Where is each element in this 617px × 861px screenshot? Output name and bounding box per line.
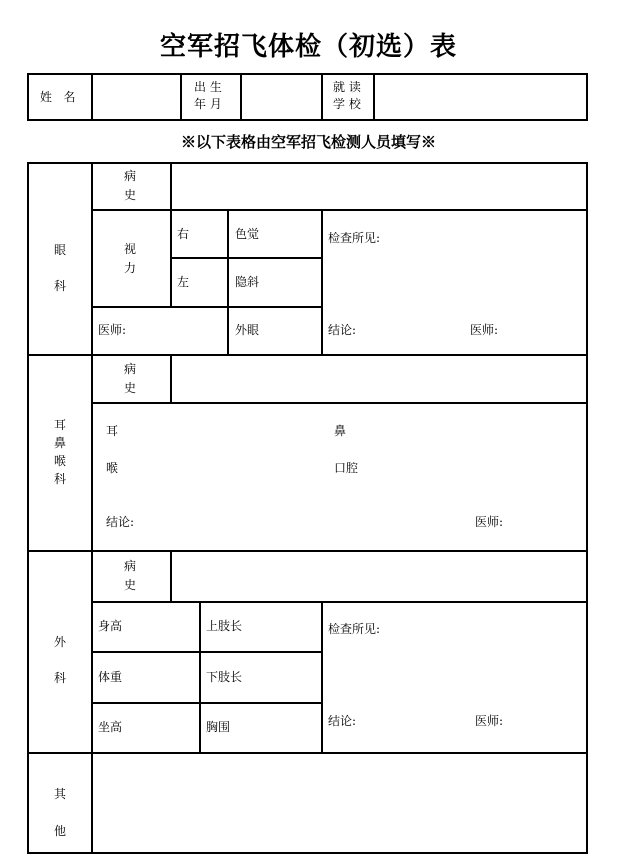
eye-conclusion-label: 结论: xyxy=(328,323,357,337)
subtitle: ※以下表格由空军招飞检测人员填写※ xyxy=(180,133,436,151)
divider xyxy=(91,651,321,653)
ent-doctor-label: 医师: xyxy=(475,515,504,529)
eye-doctor2-label: 医师: xyxy=(470,323,499,337)
eye-history-label: 病 史 xyxy=(123,169,136,202)
birth-field[interactable] xyxy=(242,75,320,119)
ent-conclusion-label: 结论: xyxy=(106,515,135,529)
divider xyxy=(91,209,588,211)
school-label: 就 读 学 校 xyxy=(333,80,361,111)
name-field[interactable] xyxy=(93,75,179,119)
surgery-findings-label: 检查所见: xyxy=(328,622,381,636)
upper-limb-label: 上肢长 xyxy=(206,619,243,633)
height-label: 身高 xyxy=(98,619,123,633)
page-title: 空军招飞体检（初选）表 xyxy=(159,32,457,62)
throat-label: 喉 xyxy=(106,461,119,475)
eye-doctor-label: 医师: xyxy=(98,323,127,337)
name-label: 姓 名 xyxy=(40,90,76,104)
surgery-section-label: 外 科 xyxy=(53,635,66,685)
external-eye-label: 外眼 xyxy=(235,323,260,337)
divider xyxy=(91,162,93,854)
divider xyxy=(321,209,323,354)
divider xyxy=(91,402,588,404)
mouth-label: 口腔 xyxy=(334,461,359,475)
surgery-history-label: 病 史 xyxy=(123,559,136,592)
left-eye-label: 左 xyxy=(177,275,190,289)
color-sense-label: 色觉 xyxy=(235,227,260,241)
ent-history-label: 病 史 xyxy=(123,362,136,395)
exam-table xyxy=(27,162,588,854)
eye-section-label: 眼 科 xyxy=(53,243,66,293)
ent-history-field[interactable] xyxy=(172,356,586,401)
sitting-height-label: 坐高 xyxy=(98,720,123,734)
other-section-label: 其 他 xyxy=(53,787,66,838)
vision-label: 视 力 xyxy=(123,242,136,275)
surgery-history-field[interactable] xyxy=(172,552,586,600)
chest-label: 胸围 xyxy=(206,720,231,734)
weight-label: 体重 xyxy=(98,670,123,684)
divider xyxy=(321,73,323,121)
surgery-conclusion-label: 结论: xyxy=(328,714,357,728)
eye-history-field[interactable] xyxy=(172,164,586,208)
divider xyxy=(180,73,182,121)
divider xyxy=(170,257,321,259)
school-field[interactable] xyxy=(375,75,586,119)
nose-label: 鼻 xyxy=(334,424,347,438)
birth-label: 出 生 年 月 xyxy=(194,80,222,111)
eye-findings-label: 检查所见: xyxy=(328,231,381,245)
divider xyxy=(91,601,588,603)
divider xyxy=(227,209,229,354)
surgery-doctor-label: 医师: xyxy=(475,714,504,728)
ent-section-label: 耳 鼻 喉 科 xyxy=(53,418,66,486)
other-field[interactable] xyxy=(93,754,586,852)
lower-limb-label: 下肢长 xyxy=(206,670,243,684)
divider xyxy=(91,702,321,704)
strabismus-label: 隐斜 xyxy=(235,275,260,289)
right-eye-label: 右 xyxy=(177,227,190,241)
divider xyxy=(321,601,323,752)
divider xyxy=(199,601,201,752)
divider xyxy=(91,306,321,308)
ear-label: 耳 xyxy=(106,424,119,438)
